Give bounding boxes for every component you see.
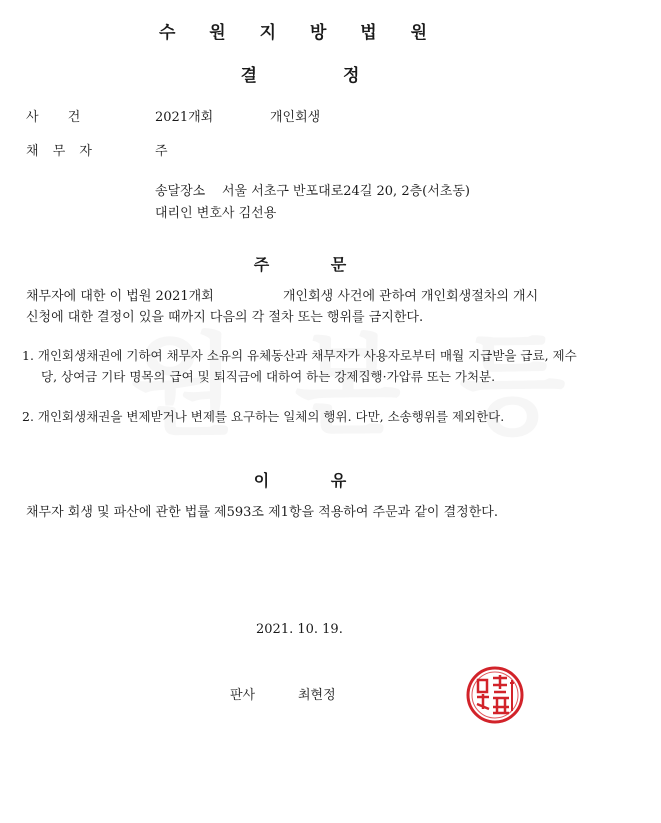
order-heading: 주 문 — [253, 255, 347, 274]
order-intro-line1: 채무자에 대한 이 법원 2021개회 — [26, 289, 214, 304]
decision-date: 2021. 10. 19. — [256, 622, 343, 637]
reason-text: 채무자 회생 및 파산에 관한 법률 제593조 제1항을 적용하여 주문과 같이 결정한다. — [26, 505, 498, 520]
judge-name: 최현정 — [298, 688, 336, 703]
debtor-agent: 대리인 변호사 김선용 — [155, 206, 277, 221]
judge-title: 판사 — [230, 688, 256, 703]
case-type: 개인회생 — [270, 110, 321, 125]
order-intro-line2: 신청에 대한 결정이 있을 때까지 다음의 각 절차 또는 행위를 금지한다. — [26, 310, 424, 325]
debtor-label: 채 무 자 — [26, 144, 92, 159]
case-number: 2021개회 — [155, 110, 214, 125]
service-address: 서울 서초구 반포대로24길 20, 2층(서초동) — [222, 184, 470, 199]
document-title: 결 정 — [240, 66, 360, 86]
court-name: 수 원 지 방 법 원 — [158, 23, 442, 43]
debtor-name: 주 — [155, 144, 168, 159]
service-address-label: 송달장소 — [155, 184, 206, 199]
order-item-1: 1. 개인회생채권에 기하여 채무자 소유의 유체동산과 채무자가 사용자로부터 매월 지급받을 급료, 제수당, 상여금 기타 명목의 급여 및 퇴직금에 대하여 하는 강제집행·가압류 또는 가처분. — [22, 348, 577, 384]
case-label: 사 건 — [26, 110, 81, 125]
reason-heading: 이 유 — [253, 471, 347, 490]
court-seal-stamp — [463, 663, 527, 727]
order-item-2: 2. 개인회생채권을 변제받거나 변제를 요구하는 일체의 행위. 다만, 소송행위를 제외한다. — [22, 409, 505, 424]
order-intro-line1b: 개인회생 사건에 관하여 개인회생절차의 개시 — [283, 289, 539, 304]
